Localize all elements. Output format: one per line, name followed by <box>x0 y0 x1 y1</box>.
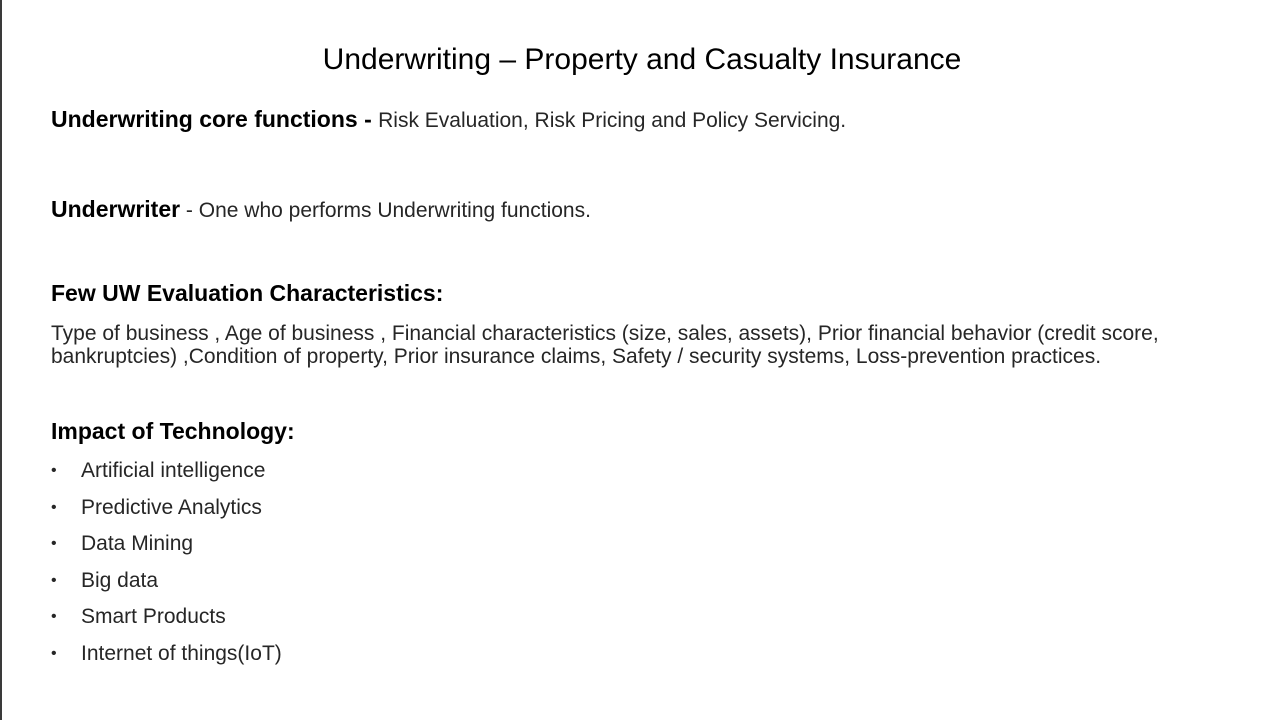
bullet-icon: • <box>51 644 57 662</box>
list-item-text: Smart Products <box>81 605 226 628</box>
list-item-text: Internet of things(IoT) <box>81 641 282 665</box>
core-functions-line <box>51 106 846 133</box>
bullet-icon: • <box>51 571 57 589</box>
core-functions-description: Risk Evaluation, Risk Pricing and Policy Servicing. <box>378 109 847 132</box>
list-item-text: Data Mining <box>81 532 194 555</box>
list-item-text: Predictive Analytics <box>81 495 262 519</box>
slide-title: Underwriting – Property and Casualty Insurance <box>322 43 962 76</box>
evaluation-heading: Few UW Evaluation Characteristics: <box>51 280 444 306</box>
bullet-icon: • <box>51 535 57 552</box>
bullet-icon: • <box>51 498 57 516</box>
underwriter-description: - One who performs Underwriting functions. <box>180 199 591 222</box>
technology-heading: Impact of Technology: <box>51 418 295 444</box>
bullet-icon: • <box>51 608 57 625</box>
underwriter-line <box>51 196 591 223</box>
underwriter-term: Underwriter <box>51 196 181 222</box>
evaluation-paragraph: Type of business , Age of business , Financial characteristics (size, sales, assets), Prior financial behavior (credit score, bankruptcies) ,Condition of property, Prior insurance claims, Safety / security systems, Loss-prevention practices. <box>51 322 1159 368</box>
bullet-icon: • <box>51 462 57 479</box>
list-item-text: Big data <box>81 568 159 592</box>
core-functions-term: Underwriting core functions - <box>51 106 379 132</box>
list-item-text: Artificial intelligence <box>81 459 266 482</box>
